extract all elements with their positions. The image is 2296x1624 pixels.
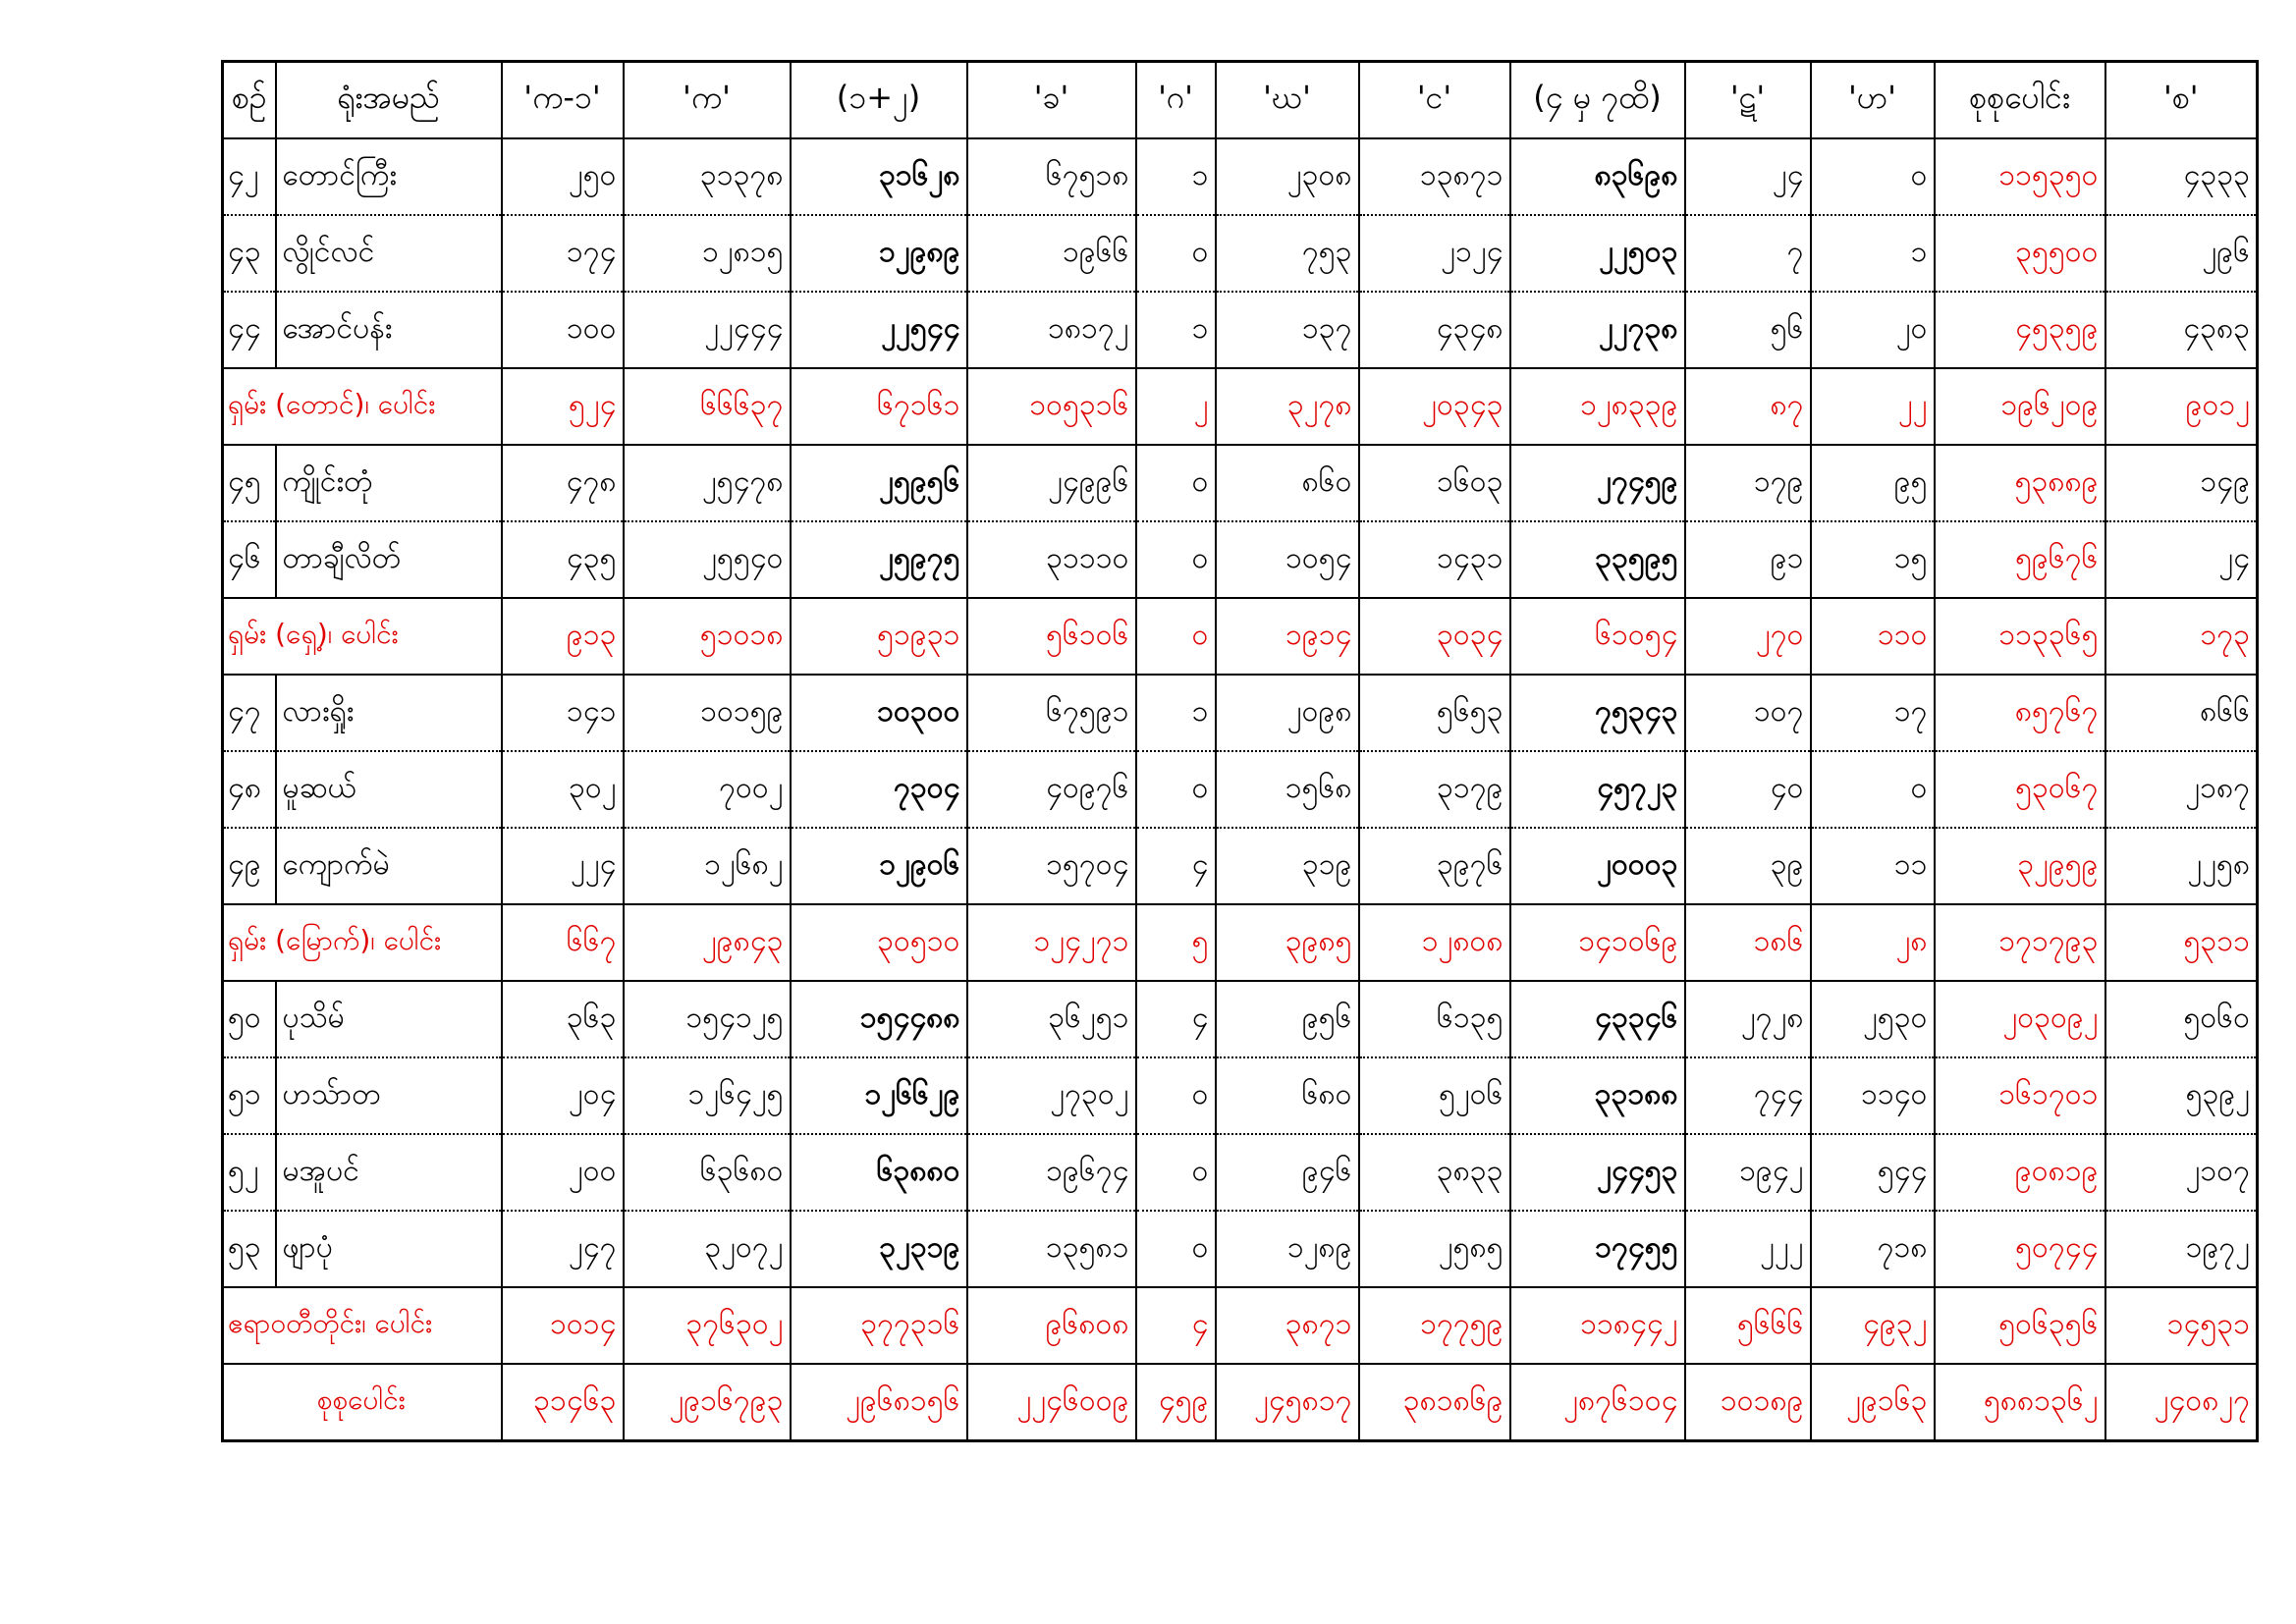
- value-cell: ၁: [1811, 215, 1935, 292]
- value-cell: ၁၀၁၈၉: [1685, 1364, 1811, 1441]
- subtotal-label: ရှမ်း (တောင်)၊ ပေါင်း: [223, 368, 502, 445]
- row-number: ၄၇: [223, 675, 276, 751]
- value-cell: ၂၀၀: [502, 1134, 624, 1211]
- value-cell: ၀: [1136, 445, 1216, 521]
- value-cell: ၅၃၁၁: [2105, 904, 2258, 981]
- value-cell: ၂၂၅၄၄: [791, 292, 967, 368]
- value-cell: ၁၁၅၃၅၀: [1935, 138, 2105, 215]
- subtotal-row: [223, 1287, 2258, 1364]
- value-cell: ၁၇၃: [2105, 598, 2258, 675]
- value-cell: ၃၁၇၉: [1359, 751, 1510, 828]
- value-cell: ၂၈: [1811, 904, 1935, 981]
- value-cell: ၆၈၀: [1216, 1057, 1359, 1134]
- value-cell: ၁၉၆၆: [967, 215, 1136, 292]
- value-cell: ၂၄၄၅၃: [1510, 1134, 1685, 1211]
- value-cell: ၀: [1136, 751, 1216, 828]
- value-cell: ၃၀၅၁၀: [791, 904, 967, 981]
- value-cell: ၈၃၆၉၈: [1510, 138, 1685, 215]
- subtotal-row: [223, 598, 2258, 675]
- value-cell: ၁၅၆၈: [1216, 751, 1359, 828]
- value-cell: ၃၁၉: [1216, 828, 1359, 904]
- value-cell: ၄၀: [1685, 751, 1811, 828]
- row-number: ၅၀: [223, 981, 276, 1057]
- value-cell: ၁၉၇၂: [2105, 1211, 2258, 1287]
- office-name: ကျောက်မဲ: [276, 828, 502, 904]
- value-cell: ၄၃၅: [502, 521, 624, 598]
- value-cell: ၈၆၆: [2105, 675, 2258, 751]
- value-cell: ၂၉၁၆၇၉၃: [624, 1364, 791, 1441]
- value-cell: ၁၅: [1811, 521, 1935, 598]
- value-cell: ၆၇၁၆၁: [791, 368, 967, 445]
- value-cell: ၁၃၇: [1216, 292, 1359, 368]
- value-cell: ၂၀၃၀၉၂: [1935, 981, 2105, 1057]
- value-cell: ၃၂၀၇၂: [624, 1211, 791, 1287]
- value-cell: ၀: [1811, 751, 1935, 828]
- value-cell: ၁၆၁၇၀၁: [1935, 1057, 2105, 1134]
- value-cell: ၂၄၀၈၂၇: [2105, 1364, 2258, 1441]
- value-cell: ၁၁၈၄၄၂: [1510, 1287, 1685, 1364]
- value-cell: ၇၀၀၂: [624, 751, 791, 828]
- value-cell: ၃၇၇၃၁၆: [791, 1287, 967, 1364]
- value-cell: ၁၂၈၀၈: [1359, 904, 1510, 981]
- value-cell: ၁၆၀၃: [1359, 445, 1510, 521]
- value-cell: ၁၅၄၄၈၈: [791, 981, 967, 1057]
- value-cell: ၁၄၃၁: [1359, 521, 1510, 598]
- value-cell: ၂၄၇: [502, 1211, 624, 1287]
- subtotal-label: ဧရာဝတီတိုင်း၊ ပေါင်း: [223, 1287, 502, 1364]
- column-header: (၁+၂): [791, 62, 967, 139]
- office-name: မအူပင်: [276, 1134, 502, 1211]
- value-cell: ၂၇၃၀၂: [967, 1057, 1136, 1134]
- value-cell: ၁၀၁၄: [502, 1287, 624, 1364]
- column-header: 'ဟ': [1811, 62, 1935, 139]
- value-cell: ၂၄၅၈၁၇: [1216, 1364, 1359, 1441]
- value-cell: ၁၄၉: [2105, 445, 2258, 521]
- value-cell: ၄၅၃၅၉: [1935, 292, 2105, 368]
- value-cell: ၃၁၃၇၈: [624, 138, 791, 215]
- value-cell: ၁၂၆၈၂: [624, 828, 791, 904]
- value-cell: ၂၂၄၄၄: [624, 292, 791, 368]
- value-cell: ၁၇၉: [1685, 445, 1811, 521]
- column-header: 'က-၁': [502, 62, 624, 139]
- value-cell: ၆၆၆၃၇: [624, 368, 791, 445]
- table-row: [223, 751, 2258, 828]
- value-cell: ၈၇: [1685, 368, 1811, 445]
- value-cell: ၁၂၈၉: [1216, 1211, 1359, 1287]
- value-cell: ၂၉၆: [2105, 215, 2258, 292]
- value-cell: ၁၉၁၄: [1216, 598, 1359, 675]
- grand-total-label: စုစုပေါင်း: [223, 1364, 502, 1441]
- value-cell: ၄၅၇၂၃: [1510, 751, 1685, 828]
- value-cell: ၉၀၈၁၉: [1935, 1134, 2105, 1211]
- value-cell: ၄: [1136, 981, 1216, 1057]
- value-cell: ၃၈၇၁: [1216, 1287, 1359, 1364]
- value-cell: ၄၀၉၇၆: [967, 751, 1136, 828]
- value-cell: ၁၂၆၆၂၉: [791, 1057, 967, 1134]
- value-cell: ၁၉၆၂၀၉: [1935, 368, 2105, 445]
- value-cell: ၁၄၅၃၁: [2105, 1287, 2258, 1364]
- value-cell: ၃၆၂၅၁: [967, 981, 1136, 1057]
- value-cell: ၅၀၆၃၅၆: [1935, 1287, 2105, 1364]
- value-cell: ၂၈၇၆၁၀၄: [1510, 1364, 1685, 1441]
- value-cell: ၃၂၉၅၉: [1935, 828, 2105, 904]
- value-cell: ၁၃၈၇၁: [1359, 138, 1510, 215]
- value-cell: ၅၄၄: [1811, 1134, 1935, 1211]
- table-row: [223, 292, 2258, 368]
- table-row: [223, 675, 2258, 751]
- value-cell: ၂၀၃၄၃: [1359, 368, 1510, 445]
- value-cell: ၂၂၇၃၈: [1510, 292, 1685, 368]
- value-cell: ၄၉၃၂: [1811, 1287, 1935, 1364]
- value-cell: ၄၃၄၈: [1359, 292, 1510, 368]
- column-header: 'ဃ': [1216, 62, 1359, 139]
- value-cell: ၇၁၈: [1811, 1211, 1935, 1287]
- grand-total-row: [223, 1364, 2258, 1441]
- value-cell: ၃၈၃၃: [1359, 1134, 1510, 1211]
- value-cell: ၃၃၅၉၅: [1510, 521, 1685, 598]
- value-cell: ၇၄၄: [1685, 1057, 1811, 1134]
- value-cell: ၁၇၇၅၉: [1359, 1287, 1510, 1364]
- row-number: ၅၂: [223, 1134, 276, 1211]
- office-name: ဖျာပုံ: [276, 1211, 502, 1287]
- office-name: ပုသိမ်: [276, 981, 502, 1057]
- value-cell: ၂၂၂: [1685, 1211, 1811, 1287]
- office-name: လားရှိုး: [276, 675, 502, 751]
- value-cell: ၂၀၀၀၃: [1510, 828, 1685, 904]
- value-cell: ၂၅၄၇၈: [624, 445, 791, 521]
- value-cell: ၁: [1136, 138, 1216, 215]
- value-cell: ၁၁၃၃၆၅: [1935, 598, 2105, 675]
- value-cell: ၁၉၆၇၄: [967, 1134, 1136, 1211]
- office-name: မူဆယ်: [276, 751, 502, 828]
- office-name: တောင်ကြီး: [276, 138, 502, 215]
- value-cell: ၃၀၂: [502, 751, 624, 828]
- value-cell: ၁၀၃၀၀: [791, 675, 967, 751]
- value-cell: ၁၈၁၇၂: [967, 292, 1136, 368]
- value-cell: ၅: [1136, 904, 1216, 981]
- value-cell: ၅၃၉၂: [2105, 1057, 2258, 1134]
- value-cell: ၁၇၁၇၉၃: [1935, 904, 2105, 981]
- value-cell: ၁၇: [1811, 675, 1935, 751]
- value-cell: ၆၃၆၈၀: [624, 1134, 791, 1211]
- value-cell: ၂၉၆၈၁၅၆: [791, 1364, 967, 1441]
- value-cell: ၁၇၄: [502, 215, 624, 292]
- column-header: စုစုပေါင်း: [1935, 62, 2105, 139]
- value-cell: ၁၃၅၈၁: [967, 1211, 1136, 1287]
- value-cell: ၁၂၉၈၉: [791, 215, 967, 292]
- value-cell: ၁၅၇၀၄: [967, 828, 1136, 904]
- value-cell: ၂၉၁၆၃: [1811, 1364, 1935, 1441]
- value-cell: ၄: [1136, 1287, 1216, 1364]
- value-cell: ၂၅၅၄၀: [624, 521, 791, 598]
- table-row: [223, 445, 2258, 521]
- value-cell: ၃၅၅၀၀: [1935, 215, 2105, 292]
- value-cell: ၁၇၄၅၅: [1510, 1211, 1685, 1287]
- value-cell: ၂၁၈၇: [2105, 751, 2258, 828]
- value-cell: ၅၆၆၆: [1685, 1287, 1811, 1364]
- value-cell: ၉၀၁၂: [2105, 368, 2258, 445]
- value-cell: ၃၈၁၈၆၉: [1359, 1364, 1510, 1441]
- column-header: (၄ မှ ၇ထိ): [1510, 62, 1685, 139]
- value-cell: ၀: [1136, 1057, 1216, 1134]
- value-cell: ၄: [1136, 828, 1216, 904]
- column-header: 'ခ': [967, 62, 1136, 139]
- value-cell: ၁၁၀: [1811, 598, 1935, 675]
- table-row: [223, 1057, 2258, 1134]
- value-cell: ၅၃၈၈၉: [1935, 445, 2105, 521]
- value-cell: ၃၂၃၁၉: [791, 1211, 967, 1287]
- value-cell: ၁၀၀: [502, 292, 624, 368]
- value-cell: ၂၂၅၀၃: [1510, 215, 1685, 292]
- value-cell: ၁၀၇: [1685, 675, 1811, 751]
- value-cell: ၄၃၃၃: [2105, 138, 2258, 215]
- value-cell: ၂၄: [1685, 138, 1811, 215]
- value-cell: ၁၄၁၀၆၉: [1510, 904, 1685, 981]
- value-cell: ၂၂၅၈: [2105, 828, 2258, 904]
- value-cell: ၉၅: [1811, 445, 1935, 521]
- row-number: ၅၁: [223, 1057, 276, 1134]
- value-cell: ၉၆၈၀၈: [967, 1287, 1136, 1364]
- value-cell: ၂၅၉၅၆: [791, 445, 967, 521]
- value-cell: ၈၅၇၆၇: [1935, 675, 2105, 751]
- table-row: [223, 521, 2258, 598]
- value-cell: ၅၁၀၁၈: [624, 598, 791, 675]
- column-header: စဉ်: [223, 62, 276, 139]
- value-cell: ၇၃၀၄: [791, 751, 967, 828]
- value-cell: ၁၂၆၄၂၅: [624, 1057, 791, 1134]
- value-cell: ၅၁၉၃၁: [791, 598, 967, 675]
- column-header: 'ဋ': [1685, 62, 1811, 139]
- office-name: ဟသ်ာတ: [276, 1057, 502, 1134]
- value-cell: ၂၄: [2105, 521, 2258, 598]
- value-cell: ၁၂၈၁၅: [624, 215, 791, 292]
- value-cell: ၂: [1136, 368, 1216, 445]
- value-cell: ၂၀၄: [502, 1057, 624, 1134]
- value-cell: ၉၅၆: [1216, 981, 1359, 1057]
- value-cell: ၁၂၄၂၇၁: [967, 904, 1136, 981]
- value-cell: ၆၇၅၉၁: [967, 675, 1136, 751]
- value-cell: ၁၂၉၀၆: [791, 828, 967, 904]
- value-cell: ၇၅၃: [1216, 215, 1359, 292]
- table-row: [223, 981, 2258, 1057]
- row-number: ၄၂: [223, 138, 276, 215]
- column-header: 'စ': [2105, 62, 2258, 139]
- value-cell: ၆၁၀၅၄: [1510, 598, 1685, 675]
- value-cell: ၃၀၃၄: [1359, 598, 1510, 675]
- value-cell: ၁၉၄၂: [1685, 1134, 1811, 1211]
- value-cell: ၁၀၅၄: [1216, 521, 1359, 598]
- value-cell: ၃၉၇၆: [1359, 828, 1510, 904]
- value-cell: ၁၂၈၃၃၉: [1510, 368, 1685, 445]
- value-cell: ၉၁၃: [502, 598, 624, 675]
- column-header: 'က': [624, 62, 791, 139]
- value-cell: ၁၈၆: [1685, 904, 1811, 981]
- value-cell: ၂၅၈၅: [1359, 1211, 1510, 1287]
- table-body: [223, 138, 2258, 1441]
- value-cell: ၃၂၇၈: [1216, 368, 1359, 445]
- subtotal-label: ရှမ်း (ရှေ့)၊ ပေါင်း: [223, 598, 502, 675]
- column-header: 'ဂ': [1136, 62, 1216, 139]
- value-cell: ၅၆၁၀၆: [967, 598, 1136, 675]
- value-cell: ၅၆: [1685, 292, 1811, 368]
- value-cell: ၂၀၉၈: [1216, 675, 1359, 751]
- value-cell: ၅၃၀၆၇: [1935, 751, 2105, 828]
- value-cell: ၂၇၂၈: [1685, 981, 1811, 1057]
- value-cell: ၁: [1136, 675, 1216, 751]
- subtotal-row: [223, 904, 2258, 981]
- table-row: [223, 1211, 2258, 1287]
- value-cell: ၃၁၁၁၀: [967, 521, 1136, 598]
- value-cell: ၅၀၆၀: [2105, 981, 2258, 1057]
- value-cell: ၂၅၃၀: [1811, 981, 1935, 1057]
- value-cell: ၅၆၅၃: [1359, 675, 1510, 751]
- column-header: 'င': [1359, 62, 1510, 139]
- value-cell: ၂၁၂၄: [1359, 215, 1510, 292]
- value-cell: ၇: [1685, 215, 1811, 292]
- value-cell: ၅၉၆၇၆: [1935, 521, 2105, 598]
- value-cell: ၂၉၈၄၃: [624, 904, 791, 981]
- value-cell: ၁၅၄၁၂၅: [624, 981, 791, 1057]
- office-name: တာချီလိတ်: [276, 521, 502, 598]
- value-cell: ၆၁၃၅: [1359, 981, 1510, 1057]
- table-row: [223, 215, 2258, 292]
- value-cell: ၀: [1136, 1134, 1216, 1211]
- row-number: ၄၃: [223, 215, 276, 292]
- value-cell: ၃၉: [1685, 828, 1811, 904]
- subtotal-label: ရှမ်း (မြောက်)၊ ပေါင်း: [223, 904, 502, 981]
- value-cell: ၄၅၉: [1136, 1364, 1216, 1441]
- data-table: [221, 60, 2259, 1442]
- value-cell: ၁: [1136, 292, 1216, 368]
- value-cell: ၁၀၁၅၉: [624, 675, 791, 751]
- value-cell: ၁၁: [1811, 828, 1935, 904]
- column-header: ရုံးအမည်: [276, 62, 502, 139]
- value-cell: ၄၃၈၃: [2105, 292, 2258, 368]
- value-cell: ၉၄၆: [1216, 1134, 1359, 1211]
- value-cell: ၂၇၄၅၉: [1510, 445, 1685, 521]
- value-cell: ၀: [1136, 521, 1216, 598]
- value-cell: ၂၀: [1811, 292, 1935, 368]
- value-cell: ၁၀၅၃၁၆: [967, 368, 1136, 445]
- value-cell: ၃၇၆၃၀၂: [624, 1287, 791, 1364]
- row-number: ၄၅: [223, 445, 276, 521]
- value-cell: ၅၂၀၆: [1359, 1057, 1510, 1134]
- table-header: [223, 62, 2258, 139]
- value-cell: ၆၇၅၁၈: [967, 138, 1136, 215]
- subtotal-row: [223, 368, 2258, 445]
- value-cell: ၁၁၄၀: [1811, 1057, 1935, 1134]
- value-cell: ၉၁: [1685, 521, 1811, 598]
- table-row: [223, 1134, 2258, 1211]
- value-cell: ၀: [1136, 215, 1216, 292]
- office-name: ကျိုင်းတုံ: [276, 445, 502, 521]
- value-cell: ၄၇၈: [502, 445, 624, 521]
- value-cell: ၇၅၃၄၃: [1510, 675, 1685, 751]
- value-cell: ၁၄၁: [502, 675, 624, 751]
- value-cell: ၃၁၆၂၈: [791, 138, 967, 215]
- row-number: ၄၄: [223, 292, 276, 368]
- table-row: [223, 828, 2258, 904]
- value-cell: ၅၈၈၁၃၆၂: [1935, 1364, 2105, 1441]
- value-cell: ၃၆၃: [502, 981, 624, 1057]
- value-cell: ၀: [1136, 598, 1216, 675]
- report-sheet: [221, 60, 2259, 1442]
- office-name: လွိုင်လင်: [276, 215, 502, 292]
- table-row: [223, 138, 2258, 215]
- value-cell: ၂၃၀၈: [1216, 138, 1359, 215]
- value-cell: ၂၅၀: [502, 138, 624, 215]
- value-cell: ၃၃၁၈၈: [1510, 1057, 1685, 1134]
- row-number: ၄၉: [223, 828, 276, 904]
- value-cell: ၆၆၇: [502, 904, 624, 981]
- value-cell: ၂၂၄: [502, 828, 624, 904]
- value-cell: ၄၃၃၄၆: [1510, 981, 1685, 1057]
- value-cell: ၃၁၄၆၃: [502, 1364, 624, 1441]
- value-cell: ၀: [1811, 138, 1935, 215]
- value-cell: ၂၂: [1811, 368, 1935, 445]
- value-cell: ၂၄၉၉၆: [967, 445, 1136, 521]
- value-cell: ၆၃၈၈၀: [791, 1134, 967, 1211]
- value-cell: ၂၁၀၇: [2105, 1134, 2258, 1211]
- value-cell: ၈၆၀: [1216, 445, 1359, 521]
- value-cell: ၅၂၄: [502, 368, 624, 445]
- value-cell: ၅၀၇၄၄: [1935, 1211, 2105, 1287]
- value-cell: ၀: [1136, 1211, 1216, 1287]
- value-cell: ၂၅၉၇၅: [791, 521, 967, 598]
- office-name: အောင်ပန်း: [276, 292, 502, 368]
- row-number: ၄၆: [223, 521, 276, 598]
- row-number: ၅၃: [223, 1211, 276, 1287]
- value-cell: ၂၂၄၆၀၀၉: [967, 1364, 1136, 1441]
- value-cell: ၂၇၀: [1685, 598, 1811, 675]
- value-cell: ၃၉၈၅: [1216, 904, 1359, 981]
- row-number: ၄၈: [223, 751, 276, 828]
